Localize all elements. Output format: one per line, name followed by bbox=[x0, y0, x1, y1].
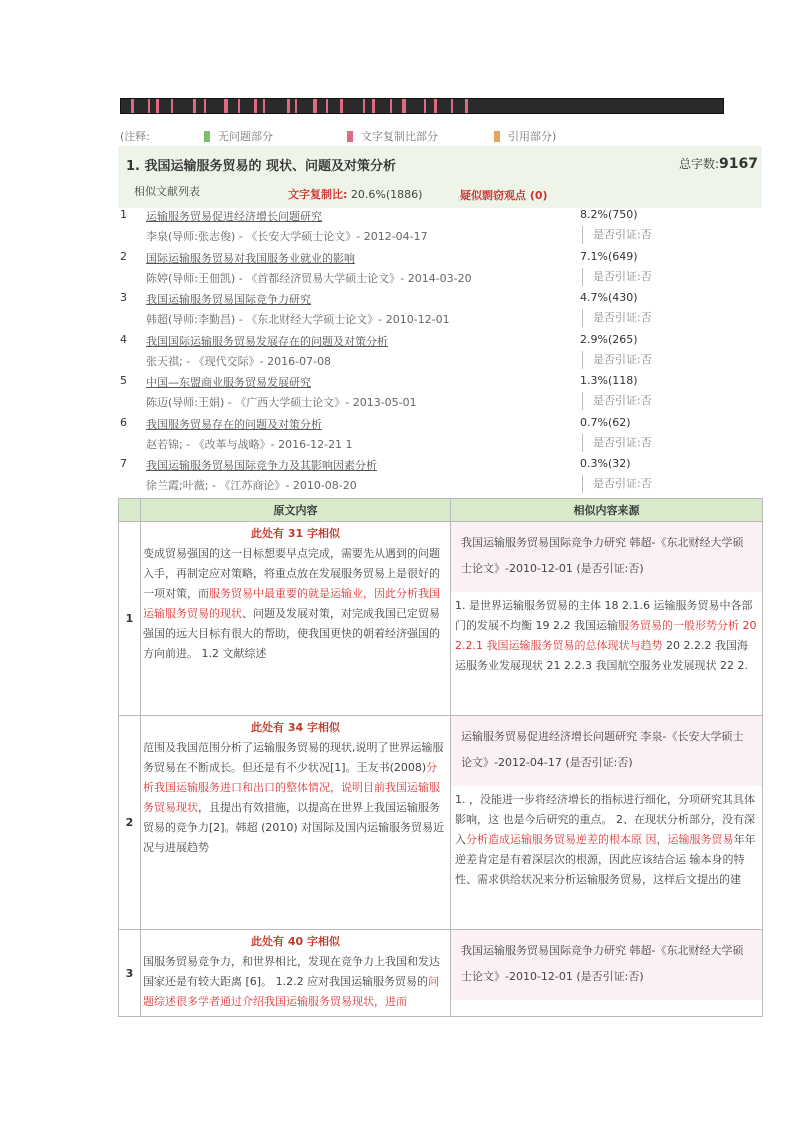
reference-meta: 张天祺; - 《现代交际》- 2016-07-08 bbox=[146, 354, 332, 368]
source-text-segment: 服务贸易的一般形势分析 20 2.2.1 我国运输服务贸易的总体现状与趋势 bbox=[455, 619, 757, 652]
reference-item bbox=[118, 208, 762, 250]
source-excerpt bbox=[451, 786, 762, 894]
reference-meta: 陈迈(导师:王娟) - 《广西大学硕士论文》- 2013-05-01 bbox=[146, 396, 417, 409]
reference-meta: 李泉(导师:张志俊) - 《长安大学硕士论文》- 2012-04-17 bbox=[146, 230, 428, 243]
color-bar-segment bbox=[196, 99, 204, 113]
comparison-row bbox=[119, 522, 763, 716]
source-content bbox=[451, 930, 763, 1017]
reference-percentage: 2.9%(265) bbox=[580, 332, 638, 346]
similar-list-label: 相似文献列表 bbox=[134, 185, 200, 198]
reference-cite-status: 是否引证:否 bbox=[582, 351, 652, 369]
original-text-segment: 国服务贸易竞争力，和世界相比，发现在竞争力上我国和发达国家还是有较大距离 [6]。 1.2.2 应对我国运输服务贸易的 bbox=[143, 955, 440, 988]
reference-meta: 赵若锦; - 《改革与战略》- 2016-12-21 1 bbox=[146, 437, 353, 451]
original-content bbox=[141, 716, 451, 930]
color-bar-segment bbox=[392, 99, 402, 113]
original-text-segment: 、问题及发展对策，对完成我国已定贸易强国的远大目标有很大的帮助，使我国更快的朝着经济强国的方向前进。 1.2 文献综述 bbox=[143, 607, 440, 660]
original-text-segment: 变成贸易强国的这一目标想要早点完成，需要先从遇到的问题入手，再制定应对策略，将重点放在发展服务贸易上是很好的一项对策，而 bbox=[143, 547, 440, 600]
color-bar-segment bbox=[468, 99, 498, 113]
reference-title-link[interactable]: 我国运输服务贸易国际竞争力及其影响因素分析 bbox=[146, 459, 377, 472]
report-header bbox=[118, 146, 762, 208]
row-index: 3 bbox=[119, 930, 141, 1017]
total-value: 9167 bbox=[719, 156, 758, 172]
color-bar-segment bbox=[173, 99, 193, 113]
reference-number: 6 bbox=[120, 415, 127, 429]
reference-percentage: 4.7%(430) bbox=[580, 291, 638, 304]
color-bar-segment bbox=[317, 99, 326, 113]
reference-percentage: 0.3%(32) bbox=[580, 457, 631, 470]
reference-list bbox=[118, 208, 762, 499]
reference-title-link[interactable]: 运输服务贸易促进经济增长问题研究 bbox=[146, 210, 322, 223]
copy-ratio bbox=[288, 186, 422, 202]
legend-swatch-orange bbox=[494, 131, 500, 142]
source-excerpt bbox=[451, 592, 762, 680]
reference-meta: 徐兰霞;叶薇; - 《江苏商论》- 2010-08-20 bbox=[146, 479, 357, 492]
source-text-segment: 分析造成运输服务贸易逆差的根本原 因，运输服务贸易 bbox=[466, 833, 734, 846]
original-text-segment: 服务贸易中最重要的就是运输业，因此分析我国运输服务贸易的现状 bbox=[143, 587, 440, 620]
reference-title-link[interactable]: 我国国际运输服务贸易发展存在的问题及对策分析 bbox=[146, 334, 388, 348]
copy-ratio-value: 20.6%(1886) bbox=[350, 188, 423, 201]
reference-title-link[interactable]: 我国运输服务贸易国际竞争力研究 bbox=[146, 293, 311, 306]
color-bar-segment bbox=[297, 99, 313, 113]
color-bar-segment bbox=[365, 99, 372, 113]
original-text-segment: 分析我国运输服务进口和出口的整体情况，说明目前我国运输服务贸易现状 bbox=[143, 761, 440, 814]
reference-number: 7 bbox=[120, 457, 127, 470]
reference-meta: 韩超(导师:李勤昌) - 《东北财经大学硕士论文》- 2010-12-01 bbox=[146, 313, 450, 326]
original-text-segment: ，且提出有效措施，以提高在世界上我国运输服务贸易的竞争力[2]。韩超 (2010) 对国际及国内运输服务贸易近况与进展趋势 bbox=[143, 801, 445, 854]
legend-note: (注释: bbox=[120, 130, 150, 143]
total-label: 总字数: bbox=[678, 157, 720, 171]
header-original: 原文内容 bbox=[141, 499, 451, 522]
similar-count-label: 此处有 34 字相似 bbox=[251, 721, 340, 734]
original-text-segment: 范围及我国范围分析了运输服务贸易的现状,说明了世界运输服务贸易在不断成长。但还是有不少状况[1]。王友书(2008) bbox=[143, 741, 444, 774]
legend-item-citation bbox=[494, 128, 556, 144]
color-bar-segment bbox=[328, 99, 340, 113]
source-text-segment: 年年逆差肯定是有着深层次的根源，因此应该结合运 输本身的特性、需求供给状况来分析运输服务贸易，这样后文提出的建 bbox=[455, 833, 756, 886]
legend-label: 引用部分) bbox=[508, 130, 557, 143]
reference-cite-status: 是否引证:否 bbox=[582, 434, 652, 452]
original-text-segment: 问题综述很多学者通过介绍我国运输服务贸易现状，进而 bbox=[143, 975, 440, 1008]
row-index: 2 bbox=[119, 716, 141, 930]
reference-title-link[interactable]: 中国—东盟商业服务贸易发展研究 bbox=[146, 376, 311, 389]
color-bar-segment bbox=[375, 99, 390, 113]
legend-label: 无问题部分 bbox=[218, 130, 273, 143]
reference-number: 3 bbox=[120, 291, 127, 304]
legend-item-no-problem bbox=[204, 128, 273, 144]
reference-title-link[interactable]: 国际运输服务贸易对我国服务业就业的影响 bbox=[146, 251, 355, 265]
original-content bbox=[141, 930, 451, 1017]
reference-item bbox=[118, 333, 762, 375]
reference-number: 4 bbox=[120, 332, 127, 346]
legend-item-copy bbox=[347, 128, 438, 144]
comparison-row bbox=[119, 930, 763, 1017]
color-bar-segment bbox=[206, 99, 224, 113]
reference-percentage: 8.2%(750) bbox=[580, 208, 638, 221]
reference-cite-status: 是否引证:否 bbox=[582, 309, 652, 327]
comparison-table bbox=[118, 498, 763, 1017]
reference-item bbox=[118, 416, 762, 458]
reference-meta: 陈婷(导师:王佃凯) - 《首都经济贸易大学硕士论文》- 2014-03-20 bbox=[146, 271, 472, 285]
legend-label: 文字复制比部分 bbox=[361, 130, 438, 143]
reference-cite-status: 是否引证:否 bbox=[582, 226, 652, 244]
reference-title-link[interactable]: 我国服务贸易存在的问题及对策分析 bbox=[146, 417, 322, 431]
reference-percentage: 0.7%(62) bbox=[580, 415, 631, 429]
copy-ratio-label: 文字复制比: bbox=[288, 188, 348, 201]
legend bbox=[120, 128, 680, 144]
color-bar-segment bbox=[121, 99, 131, 113]
similarity-color-bar bbox=[120, 98, 724, 114]
reference-cite-status: 是否引证:否 bbox=[582, 392, 652, 410]
original-content bbox=[141, 522, 451, 716]
header-source: 相似内容来源 bbox=[451, 499, 763, 522]
source-content bbox=[451, 522, 763, 716]
color-bar-segment bbox=[240, 99, 254, 113]
source-text-segment: 1. ，没能进一步将经济增长的指标进行细化，分项研究其具体影响，这 也是今后研究的重点。 2、在现状分析部分，没有深入 bbox=[455, 793, 755, 846]
color-bar-segment bbox=[265, 99, 287, 113]
color-bar-segment bbox=[228, 99, 238, 113]
reference-number: 1 bbox=[120, 208, 127, 221]
reference-cite-status: 是否引证:否 bbox=[582, 268, 652, 286]
row-index: 1 bbox=[119, 522, 141, 716]
reference-percentage: 7.1%(649) bbox=[580, 249, 638, 263]
source-text-segment: 1. 是世界运输服务贸易的主体 18 2.1.6 运输服务贸易中各部门的发展不均衡 19 2.2 我国运输 bbox=[455, 599, 753, 632]
color-bar-segment bbox=[159, 99, 171, 113]
color-bar-segment bbox=[134, 99, 148, 113]
color-bar-segment bbox=[406, 99, 424, 113]
similar-count-label: 此处有 31 字相似 bbox=[251, 527, 340, 540]
reference-cite-status: 是否引证:否 bbox=[582, 475, 652, 493]
color-bar-segment bbox=[437, 99, 451, 113]
source-content bbox=[451, 716, 763, 930]
color-bar-segment bbox=[426, 99, 434, 113]
comparison-row bbox=[119, 716, 763, 930]
color-bar-segment bbox=[343, 99, 363, 113]
legend-swatch-green bbox=[204, 131, 210, 142]
reference-item bbox=[118, 291, 762, 333]
reference-item bbox=[118, 457, 762, 499]
legend-swatch-red bbox=[347, 131, 353, 142]
reference-percentage: 1.3%(118) bbox=[580, 374, 638, 387]
report-title: 1. 我国运输服务贸易的 现状、问题及对策分析 bbox=[126, 159, 397, 174]
total-char-count bbox=[679, 155, 758, 172]
reference-item bbox=[118, 374, 762, 416]
source-reference[interactable]: 运输服务贸易促进经济增长问题研究 李泉-《长安大学硕士论文》-2012-04-17 (是否引证:否) bbox=[451, 716, 762, 786]
color-bar-segment bbox=[453, 99, 465, 113]
source-reference[interactable]: 我国运输服务贸易国际竞争力研究 韩超-《东北财经大学硕士论文》-2010-12-01 (是否引证:否) bbox=[451, 930, 762, 1000]
reference-number: 2 bbox=[120, 249, 127, 263]
reference-item bbox=[118, 250, 762, 292]
reference-number: 5 bbox=[120, 374, 127, 387]
similar-count-label: 此处有 40 字相似 bbox=[251, 935, 340, 948]
source-reference[interactable]: 我国运输服务贸易国际竞争力研究 韩超-《东北财经大学硕士论文》-2010-12-01 (是否引证:否) bbox=[451, 522, 762, 592]
header-index bbox=[119, 499, 141, 522]
suspect-plagiarism-label: 疑似剽窃观点 (0) bbox=[460, 189, 548, 202]
source-text-segment: 20 2.2.2 我国海运服务业发展现状 21 2.2.3 我国航空服务业发展现状 22 2. bbox=[455, 639, 748, 672]
